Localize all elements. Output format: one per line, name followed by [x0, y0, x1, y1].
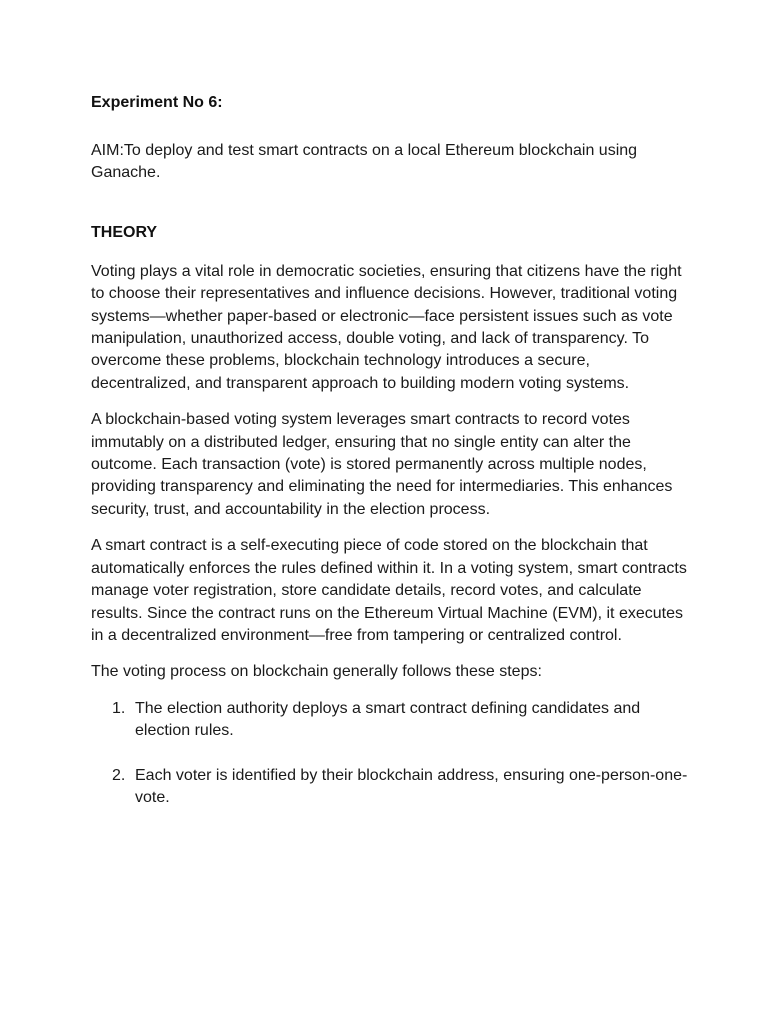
list-item-text: The election authority deploys a smart contract defining candidates and election rules. — [135, 699, 641, 740]
document-content — [91, 92, 691, 809]
voting-steps-list — [91, 698, 691, 810]
list-item-number: 1. — [112, 699, 126, 717]
theory-paragraph-1: Voting plays a vital role in democratic societies, ensuring that citizens have the right to choose their representatives and influence decisions. However, traditional voting systems—whether paper-based or electronic—face persistent issues such as vote manipulation, unauthorized access, double voting, and lack of transparency. To overcome these problems, blockchain technology introduces a secure, decentralized, and transparent approach to building modern voting systems. — [91, 262, 682, 392]
experiment-title: Experiment No 6: — [91, 94, 223, 111]
theory-heading: THEORY — [91, 223, 158, 241]
theory-paragraph-3: A smart contract is a self-executing piece of code stored on the blockchain that automatically enforces the rules defined within it. In a voting system, smart contracts manage voter registration, store candidate details, record votes, and calculate results. Since the contract runs on the Ethereum Virtual Machine (EVM), it executes in a decentralized environment—free from tampering or centralized control. — [91, 537, 687, 644]
theory-paragraph-2: A blockchain-based voting system leverages smart contracts to record votes immutably on a distributed ledger, ensuring that no single entity can alter the outcome. Each transaction (vote) is stored permanently across multiple nodes, providing transparency and eliminating the need for intermediaries. This enhances security, trust, and accountability in the election process. — [91, 411, 673, 518]
list-item — [91, 698, 691, 743]
aim-statement: AIM:To deploy and test smart contracts on a local Ethereum blockchain using Ganache. — [91, 142, 638, 182]
steps-intro: The voting process on blockchain generally follows these steps: — [91, 663, 542, 681]
list-item-text: Each voter is identified by their blockchain address, ensuring one-person-one-vote. — [135, 766, 688, 806]
list-item-number: 2. — [112, 766, 126, 784]
list-item — [91, 765, 691, 810]
